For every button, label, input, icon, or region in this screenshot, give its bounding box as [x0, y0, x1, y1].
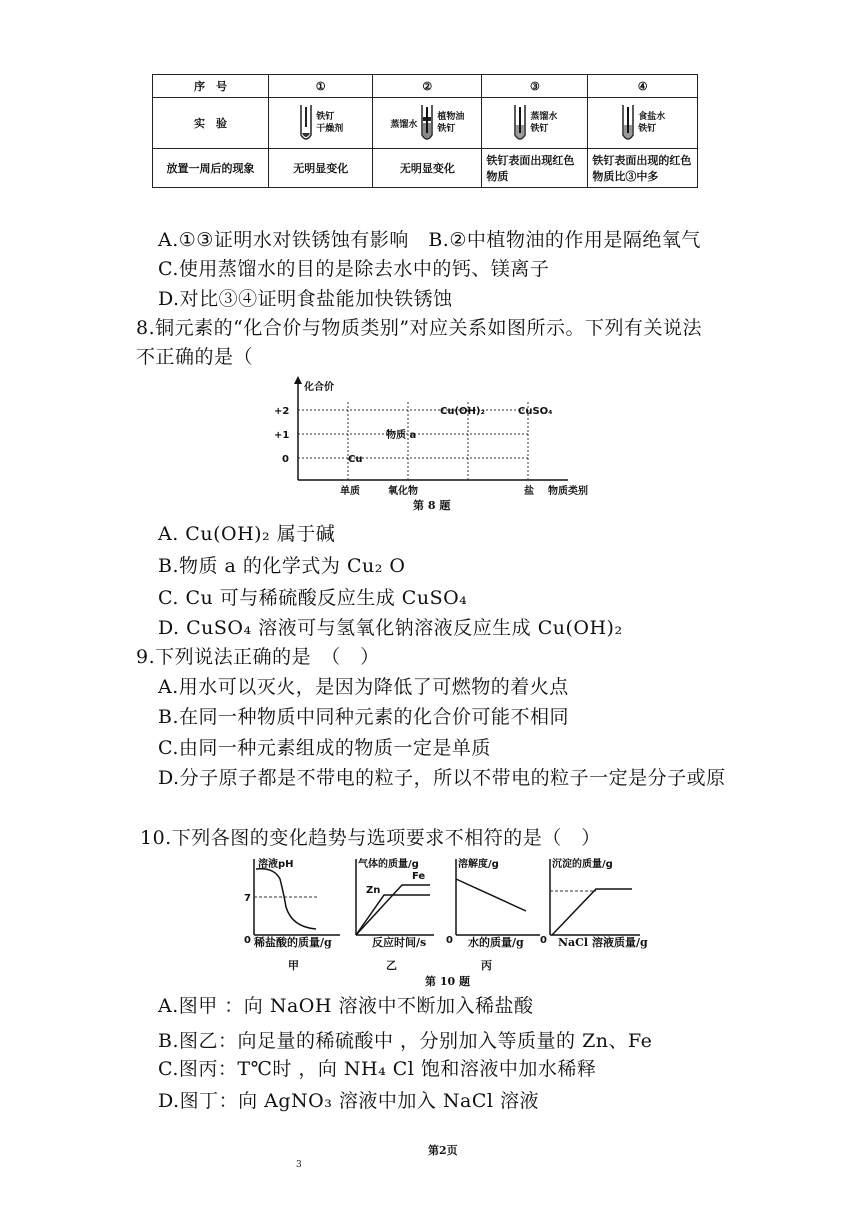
experiment-cell-2 [373, 98, 482, 149]
test-tube-icon [512, 103, 528, 143]
q10-graph-ding [540, 855, 650, 945]
q8-option-c: C. Cu 可与稀硫酸反应生成 CuSO₄ [158, 587, 468, 609]
row-label: 实 验 [153, 98, 269, 149]
y-label: 溶解度/g [458, 859, 499, 870]
q8-option-a: A. Cu(OH)₂ 属于碱 [158, 523, 336, 545]
q9-option-d: D.分子原子都是不带电的粒子，所以不带电的粒子一定是分子或原 [158, 767, 726, 789]
phenomenon-cell: 铁钉表面出现的红色物质比③中多 [588, 149, 698, 188]
q10-option-d: D.图丁：向 AgNO₃ 溶液中加入 NaCl 溶液 [158, 1090, 540, 1112]
label-nail: 铁钉 [316, 112, 335, 122]
table-row [153, 149, 698, 188]
q7-option-ab: A.①③证明水对铁锈蚀有影响 B.②中植物油的作用是隔绝氧气 [158, 229, 701, 251]
origin: 0 [244, 935, 251, 945]
graph-label: 乙 [386, 959, 397, 972]
graph-label: 甲 [288, 959, 299, 972]
y-label: 沉淀的质量/g [552, 859, 613, 870]
test-tube-icon [419, 103, 435, 143]
label-nail: 铁钉 [638, 124, 657, 134]
tick-7: 7 [244, 893, 251, 904]
x-label: 稀盐酸的质量/g [254, 936, 332, 949]
q7-option-d: D.对比③④证明食盐能加快铁锈蚀 [158, 288, 453, 310]
q8-option-b: B.物质 a 的化学式为 Cu₂ O [158, 555, 406, 577]
phenomenon-cell: 铁钉表面出现红色物质 [482, 149, 588, 188]
q8-option-d: D. CuSO₄ 溶液可与氢氧化钠溶液反应生成 Cu(OH)₂ [158, 617, 623, 639]
q10-graph-jia [240, 855, 346, 945]
y-tick: +2 [274, 406, 290, 417]
y-tick: 0 [282, 454, 289, 465]
x-label: NaCl 溶液质量/g [558, 936, 648, 949]
label-desiccant: 干燥剂 [316, 124, 344, 134]
phenomenon-cell: 无明显变化 [269, 149, 373, 188]
x-tick: 盐 [524, 486, 534, 496]
label-nail: 铁钉 [530, 124, 549, 134]
header-cell: ① [269, 75, 373, 98]
q10-graph-yi [344, 855, 444, 945]
y-label: 溶液pH [258, 859, 294, 870]
q10-stem: 10.下列各图的变化趋势与选项要求不相符的是（ ） [140, 827, 601, 849]
series-zn: Zn [366, 885, 381, 896]
test-tube-icon [620, 103, 636, 143]
stray-mark: 3 [296, 1160, 302, 1170]
x-axis-title: 物质类别 [548, 486, 588, 496]
y-axis-title: 化合价 [304, 382, 334, 393]
label-nail: 铁钉 [437, 124, 456, 134]
point-cu: Cu [348, 454, 363, 465]
label-oil: 植物油 [437, 112, 465, 122]
experiment-cell-4 [588, 98, 698, 149]
y-label: 气体的质量/g [358, 859, 419, 870]
table-row [153, 98, 698, 149]
header-cell: ③ [482, 75, 588, 98]
label-distilled-water: 蒸馏水 [530, 112, 558, 122]
point-cuso4: CuSO₄ [518, 406, 553, 417]
experiment-cell-3 [482, 98, 588, 149]
origin: 0 [446, 935, 453, 945]
point-cuoh2: Cu(OH)₂ [440, 406, 485, 417]
x-label: 反应时间/s [372, 936, 427, 949]
q10-option-a: A.图甲 ：向 NaOH 溶液中不断加入稀盐酸 [158, 995, 534, 1017]
label-salt-water: 食盐水 [638, 112, 666, 122]
graph-label: 丙 [481, 959, 492, 972]
phenomenon-cell: 无明显变化 [373, 149, 482, 188]
point-a: 物质 a [386, 430, 417, 441]
page-number: 第2页 [428, 1144, 458, 1157]
y-tick: +1 [274, 430, 290, 441]
label-distilled-water: 蒸馏水 [390, 119, 418, 130]
row-label: 放置一周后的现象 [153, 149, 269, 188]
series-fe: Fe [412, 871, 426, 882]
x-label: 水的质量/g [468, 936, 524, 949]
x-tick: 单质 [340, 486, 360, 496]
test-tube-icon [298, 103, 314, 143]
q8-caption: 第 8 题 [413, 499, 451, 512]
header-cell: 序 号 [153, 75, 269, 98]
q10-option-b: B.图乙：向足量的稀硫酸中 ，分别加入等质量的 Zn、Fe [158, 1030, 653, 1052]
header-cell: ② [373, 75, 482, 98]
q9-option-a: A.用水可以灭火，是因为降低了可燃物的着火点 [158, 676, 569, 698]
q10-caption: 第 10 题 [425, 975, 470, 988]
q7-option-c: C.使用蒸馏水的目的是除去水中的钙、镁离子 [158, 258, 550, 280]
header-cell: ④ [588, 75, 698, 98]
experiment-table [152, 74, 698, 188]
x-tick: 氧化物 [388, 486, 418, 496]
origin: 0 [540, 935, 547, 945]
experiment-cell-1 [269, 98, 373, 149]
q10-graph-bing [446, 855, 546, 945]
q9-option-b: B.在同一种物质中同种元素的化合价可能不相同 [158, 706, 570, 728]
q8-stem: 8.铜元素的“化合价与物质类别”对应关系如图所示。下列有关说法 [136, 317, 703, 339]
q8-valence-chart [268, 372, 618, 496]
table-header-row [153, 75, 698, 98]
q10-option-c: C.图丙：T℃时 ，向 NH₄ Cl 饱和溶液中加水稀释 [158, 1058, 597, 1080]
q9-option-c: C.由同一种元素组成的物质一定是单质 [158, 737, 491, 759]
q8-stem-2: 不正确的是（ [136, 346, 254, 368]
q9-stem: 9.下列说法正确的是 （ ） [136, 646, 380, 668]
